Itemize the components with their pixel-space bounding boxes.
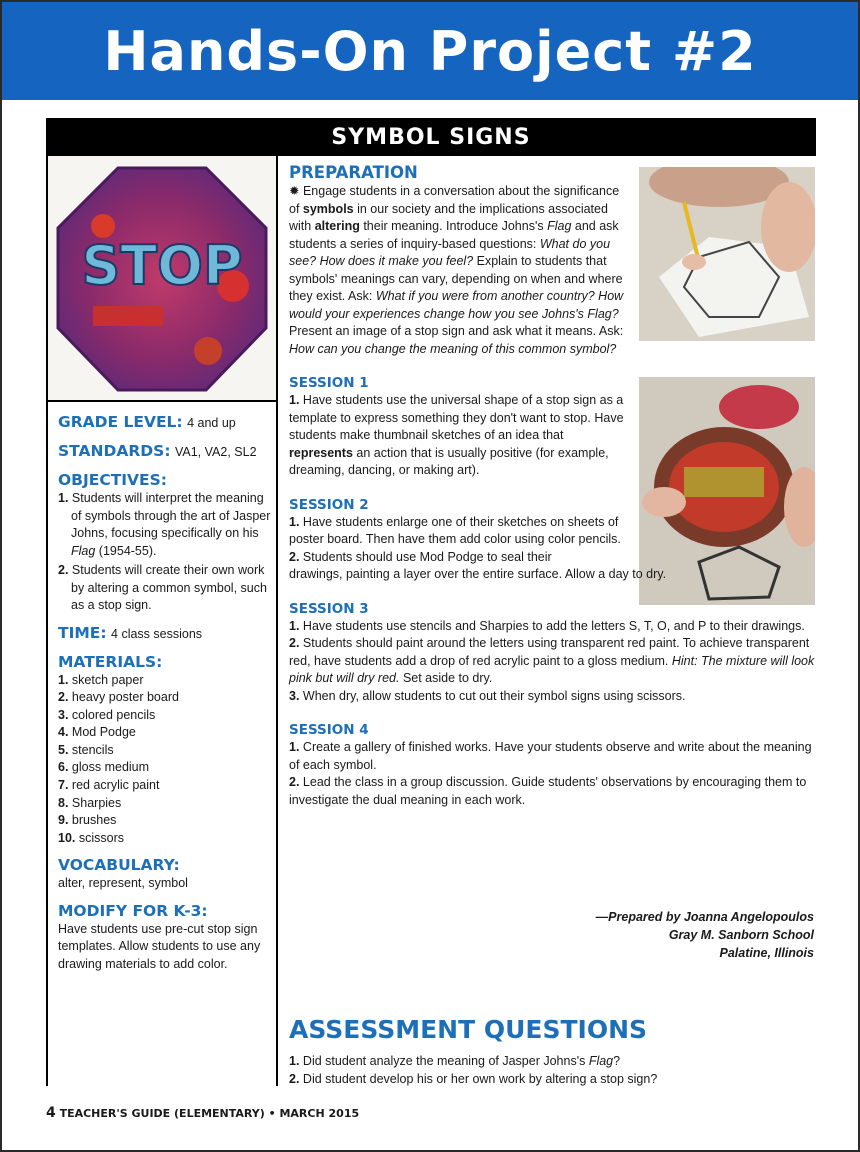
credit-school: Gray M. Sanborn School: [668, 928, 814, 942]
session-4-heading: SESSION 4: [289, 722, 369, 738]
modify-label: MODIFY FOR K-3:: [58, 901, 208, 920]
session-3-heading: SESSION 3: [289, 600, 369, 617]
left-text: [58, 412, 272, 981]
session-1-heading: SESSION 1: [289, 375, 369, 391]
session-1: [289, 374, 819, 480]
materials-list: [58, 672, 272, 848]
session-4-step-1: 1. Create a gallery of finished works. Have your students observe and write about the meaning of each symbol.: [289, 740, 812, 772]
time: [58, 623, 272, 644]
left-sidebar: [46, 156, 278, 1086]
time-label: TIME:: [58, 623, 107, 642]
list-item: 1. sketch paper: [58, 672, 144, 687]
assessment-heading: ASSESSMENT QUESTIONS: [289, 1015, 648, 1044]
vocabulary: [58, 855, 272, 893]
session-1-text: 1. Have students use the universal shape of a stop sign as a template to express something they don't want to stop. Have students make thumbnail sketches of an idea that represents an action that is usually positive (for example, dreaming, dancing, or making art).: [289, 393, 624, 477]
session-2: [289, 496, 819, 584]
section-bar: [46, 118, 816, 156]
objectives-list: [58, 490, 272, 615]
list-item: 6. gloss medium: [58, 760, 150, 775]
time-value: 4 class sessions: [111, 626, 203, 641]
list-item: 7. red acrylic paint: [58, 778, 160, 793]
main-content: [289, 163, 819, 809]
session-4: [289, 721, 819, 809]
list-item: 9. brushes: [58, 813, 117, 828]
objectives-label: OBJECTIVES:: [58, 471, 168, 489]
banner-title: Hands-On Project #2: [103, 19, 757, 83]
list-item: 4. Mod Podge: [58, 725, 136, 740]
list-item: 10. scissors: [58, 830, 125, 845]
standards: [58, 441, 272, 462]
assessment-list: [289, 1053, 809, 1088]
footer: [46, 1105, 359, 1121]
materials: [58, 652, 272, 848]
credit-author: —Prepared by Joanna Angelopoulos: [595, 910, 814, 924]
session-2-step-2b: drawings, painting a layer over the entire surface. Allow a day to dry.: [289, 567, 667, 581]
session-2-step-1: 1. Have students enlarge one of their sketches on sheets of poster board. Then have them add color using color pencils.: [289, 514, 621, 546]
credits: [560, 908, 814, 962]
list-item: 2. Did student develop his or her own work by altering a stop sign?: [289, 1071, 658, 1086]
list-item: 1. Did student analyze the meaning of Jasper Johns's Flag?: [289, 1054, 621, 1068]
footer-text: TEACHER'S GUIDE (ELEMENTARY) • MARCH 2015: [55, 1107, 360, 1120]
session-3-step-3: 3. When dry, allow students to cut out their symbol signs using scissors.: [289, 688, 686, 703]
page-number: 4: [46, 1105, 56, 1121]
list-item: 3. colored pencils: [58, 707, 156, 722]
palette-icon: ✹: [289, 184, 300, 198]
session-2-step-2a: 2. Students should use Mod Podge to seal their: [289, 549, 552, 564]
preparation-section: [289, 163, 819, 358]
vocabulary-label: VOCABULARY:: [58, 856, 180, 875]
list-item: 5. stencils: [58, 742, 114, 757]
session-3: [289, 600, 819, 706]
credit-location: Palatine, Illinois: [719, 946, 814, 960]
preparation-text: ✹ Engage students in a conversation about the significance of symbols in our society and the implications associated with altering their meaning. Introduce Johns's Flag and ask students a series of inquiry-based questions: What do you see? How does it make you feel? Explain to students that symbols' meanings can vary, depending on when and where they exist. Ask: What if you were from another country? How would your experiences change how you see Johns's Flag? Present an image of a stop sign and ask what it means. Ask: How can you change the meaning of this common symbol?: [289, 184, 624, 356]
stop-sign-artwork: [48, 156, 276, 402]
standards-label: STANDARDS:: [58, 442, 171, 460]
preparation-heading: PREPARATION: [289, 163, 418, 182]
modify-k3: [58, 901, 272, 974]
vocabulary-value: alter, represent, symbol: [58, 876, 188, 891]
grade-level-value: 4 and up: [187, 416, 236, 430]
session-2-heading: SESSION 2: [289, 496, 369, 513]
section-title: SYMBOL SIGNS: [331, 124, 531, 150]
session-3-step-1: 1. Have students use stencils and Sharpies to add the letters S, T, O, and P to their drawings.: [289, 618, 805, 633]
session-3-step-2: 2. Students should paint around the letters using transparent red paint. To achieve transparent red, have students add a drop of red acrylic paint to a gloss medium. Hint: The mixture will look pink but will dry red. Set aside to dry.: [289, 636, 815, 685]
list-item: 1. Students will interpret the meaning of symbols through the art of Jasper Johns, focusing specifically on his Flag (1954-55).: [58, 491, 271, 558]
stop-sign-artwork-drawing: [48, 156, 276, 402]
list-item: 2. heavy poster board: [58, 690, 179, 705]
artwork-word: STOP: [81, 234, 243, 297]
session-4-step-2: 2. Lead the class in a group discussion. Guide students' observations by encouraging them to investigate the dual meaning in each work.: [289, 775, 807, 807]
standards-value: VA1, VA2, SL2: [174, 445, 257, 459]
grade-level: [58, 412, 272, 433]
materials-label: MATERIALS:: [58, 652, 163, 671]
modify-value: Have students use pre-cut stop sign templates. Allow students to use any drawing materials to add color.: [58, 921, 261, 971]
objectives: [58, 470, 272, 615]
list-item: 8. Sharpies: [58, 795, 122, 810]
banner: [2, 2, 858, 100]
grade-level-label: GRADE LEVEL:: [58, 413, 183, 431]
list-item: 2. Students will create their own work by altering a common symbol, such as a stop sign.: [58, 563, 267, 612]
